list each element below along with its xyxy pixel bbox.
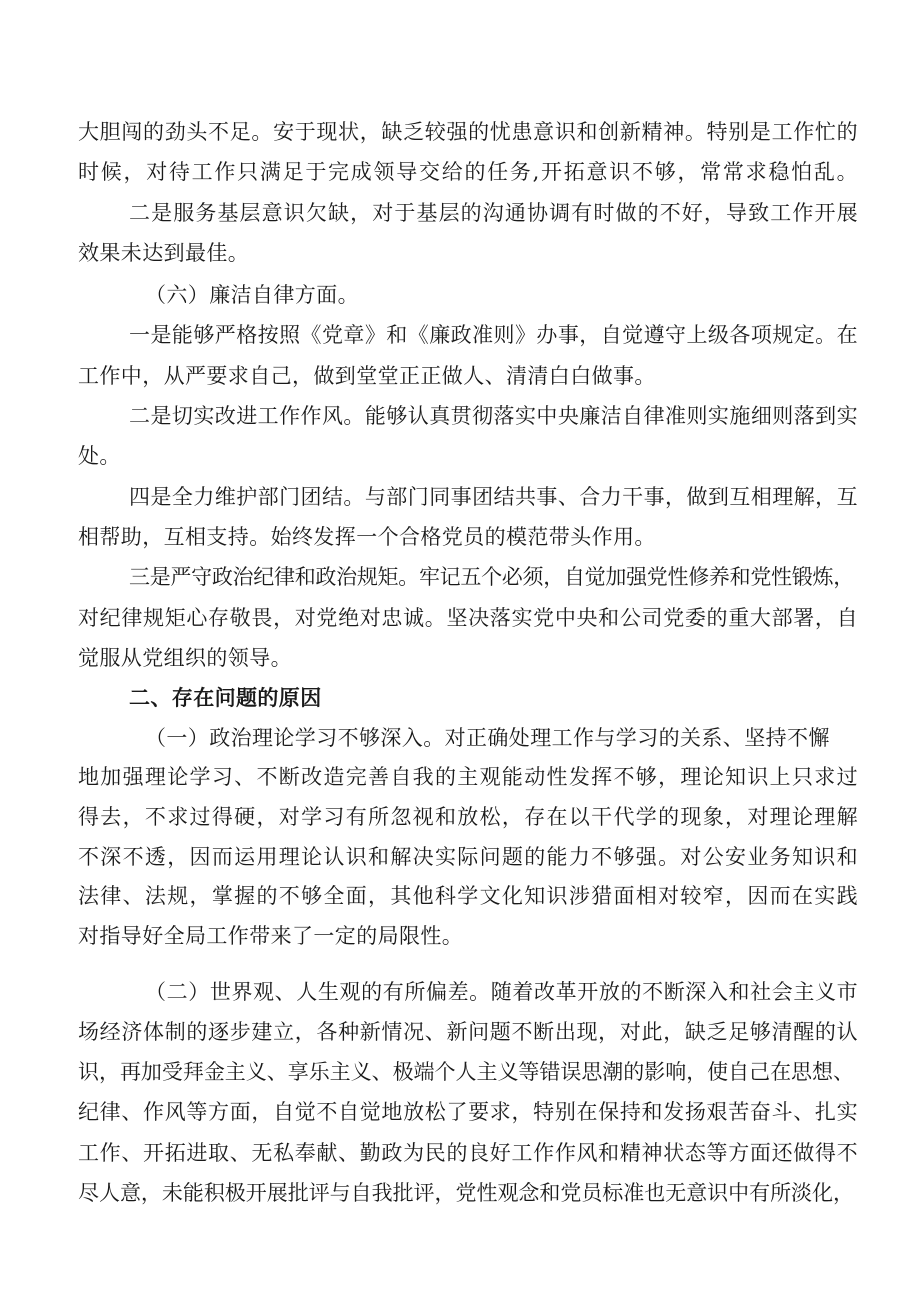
text-line: 大胆闯的劲头不足。安于现状，缺乏较强的忧患意识和创新精神。特别是工作忙的 [78,120,859,144]
text-line: 工作中，从严要求自己，做到堂堂正正做人、清清白白做事。 [78,364,656,388]
text-line: 对指导好全局工作带来了一定的局限性。 [78,924,464,948]
text-line: 效果未达到最佳。 [78,241,250,265]
text-line: 觉服从党组织的领导。 [78,646,292,670]
text-line: 处。 [78,444,121,468]
text-line: 二是服务基层意识欠缺，对于基层的沟通协调有时做的不好，导致工作开展 [129,201,859,225]
text-line: 四是全力维护部门团结。与部门同事团结共事、合力干事，做到互相理解，互 [129,485,859,509]
text-line: 得去，不求过得硬，对学习有所忽视和放松，存在以干代学的现象，对理论理解 [78,805,859,829]
text-line: （二）世界观、人生观的有所偏差。随着改革开放的不断深入和社会主义市 [145,980,859,1004]
chapter-heading: 二、存在问题的原因 [129,686,322,710]
text-line: （一）政治理论学习不够深入。对正确处理工作与学习的关系、坚持不懈 [145,726,830,750]
text-line: 对纪律规矩心存敬畏，对党绝对忠诚。坚决落实党中央和公司党委的重大部署，自 [78,606,859,630]
text-line: 三是严守政治纪律和政治规矩。牢记五个必须，自觉加强党性修养和党性锻炼， [129,565,854,589]
text-line: 不深不透，因而运用理论认识和解决实际问题的能力不够强。对公安业务知识和 [78,845,859,869]
text-line: 场经济体制的逐步建立，各种新情况、新问题不断出现，对此，缺乏足够清醒的认 [78,1020,859,1044]
text-line: 工作、开拓进取、无私奉献、勤政为民的良好工作作风和精神状态等方面还做得不 [78,1141,859,1165]
text-line: 一是能够严格按照《党章》和《廉政准则》办事，自觉遵守上级各项规定。在 [129,323,859,347]
text-line: 纪律、作风等方面，自觉不自觉地放松了要求，特别在保持和发扬艰苦奋斗、扎实 [78,1100,859,1124]
text-line: 地加强理论学习、不断改造完善自我的主观能动性发挥不够，理论知识上只求过 [78,765,859,789]
text-line: 时候，对待工作只满足于完成领导交给的任务,开拓意识不够，常常求稳怕乱。 [78,160,860,184]
text-line: 法律、法规，掌握的不够全面，其他科学文化知识涉猎面相对较窄，因而在实践 [78,884,859,908]
section-heading: （六）廉洁自律方面。 [145,283,359,307]
text-line: 二是切实改进工作作风。能够认真贯彻落实中央廉洁自律准则实施细则落到实 [129,404,859,428]
text-line: 相帮助，互相支持。始终发挥一个合格党员的模范带头作用。 [78,525,656,549]
text-line: 尽人意，未能积极开展批评与自我批评，党性观念和党员标准也无意识中有所淡化， [78,1181,854,1205]
text-line: 识，再加受拜金主义、享乐主义、极端个人主义等错误思潮的影响，使自己在思想、 [78,1060,854,1084]
